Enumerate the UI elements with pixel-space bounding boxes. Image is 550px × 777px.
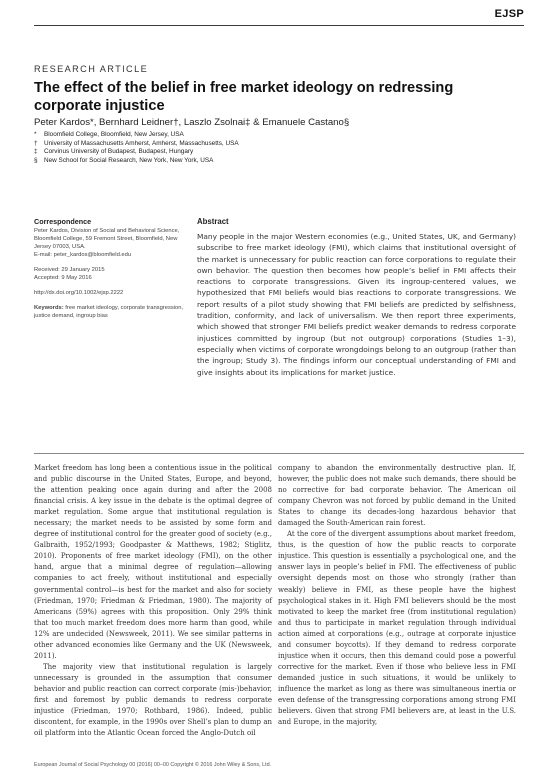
doi-link[interactable]: http://dx.doi.org/10.1002/ejsp.2222 bbox=[34, 290, 124, 296]
keywords-label: Keywords: bbox=[34, 305, 64, 311]
affiliation-mark: * bbox=[34, 131, 37, 138]
section-divider bbox=[34, 453, 524, 454]
affiliation-text: Corvinus University of Budapest, Budapest, Hungary bbox=[44, 148, 194, 156]
body-paragraph: company to abandon the environmentally destructive plan. If, however, the public does not make such demands, there should be no corrective for bad corporate behavior. The American oil company Chevron was not forced by public demand in the United States to change its decades-long hazardous behavior that damaged the South-American rain forest. bbox=[278, 464, 516, 528]
affiliation-item bbox=[34, 140, 239, 149]
affiliation-item bbox=[34, 157, 239, 166]
article-info-sidebar bbox=[34, 217, 184, 320]
body-paragraph: At the core of the divergent assumptions about market freedom, thus, is the question of how the public reacts to corporate injustice. This question is essentially a psychological one, and the answer lays in people’s belief in FMI. The effectiveness of public oversight depends most on those who strongly (rather than weakly) believe in FMI, as these people have the highest psychological stakes in it. High FMI believers should be the most motivated to keep the market free (from institutional regulation) and thus to participate in market regulation through individual action aimed at corporations (e.g., outrage at corporate injustice and consumer boycotts). If they demand to redress corporate injustice when it occurs, then this demand could pose a powerful corrective for the market. Even if those who believe less in FMI demanded justice in such situations, it would be unlikely to influence the market as long as there was simultaneous inertia or even defense of the transgressing corporations among strong FMI believers. Given that strong FMI believers are, at least in the U.S. and Europe, in the majority, bbox=[278, 530, 516, 727]
affiliation-text: New School for Social Research, New York, New York, USA bbox=[44, 156, 214, 164]
received-date: Received: 29 January 2015 bbox=[34, 267, 105, 273]
correspondence-address: Peter Kardos, Division of Social and Behavioral Science, Bloomfield College, 59 Fremont Street, Bloomfield, New Jersey 07003, USA. bbox=[34, 228, 180, 250]
keywords bbox=[34, 304, 184, 320]
affiliation-list bbox=[34, 131, 239, 165]
affiliation-mark: † bbox=[34, 139, 38, 147]
accepted-date: Accepted: 9 May 2016 bbox=[34, 275, 92, 281]
article-title: The effect of the belief in free market ideology on redressing corporate injustice bbox=[34, 80, 454, 114]
affiliation-mark: ‡ bbox=[34, 148, 38, 156]
affiliation-item bbox=[34, 131, 239, 140]
footer-citation: European Journal of Social Psychology 00 (2016) 00–00 Copyright © 2016 John Wiley & Sons, Ltd. bbox=[34, 762, 272, 768]
body-paragraph: Market freedom has long been a contentious issue in the political and public discourse in the United States, Europe, and beyond, the attention peaking once again during and after the 2008 financial crisis. A key issue in the debate is the optimal degree of market regulation. Some argue that institutional regulation is necessary; the market needs to be assisted by some form and degree of institutional control for the greater good of society (e.g., Galbraith, 1952/1993; Goodpaster & Matthews, 1982; Stiglitz, 2010). Proponents of free market ideology (FMI), on the other hand, argue that a minimal degree of regulation—allowing companies to act freely, without institutional and especially governmental control—is best for the market and also for society (Friedman, 1970; Friedman & Friedman, 1980). The majority of Americans (59%) agrees with this proposition. Only 29% think that too much market freedom does more harm than good, while 12% are undecided (Newsweek, 2011). We see similar patterns in other advanced economies like Germany and the UK (Newsweek, 2011). bbox=[34, 464, 272, 660]
affiliation-text: University of Massachusetts Amherst, Amherst, Massachusetts, USA bbox=[44, 139, 239, 147]
abstract-text: Many people in the major Western economies (e.g., United States, UK, and Germany) subscribe to free market ideology (FMI), which claims that institutional oversight of the market is unnecessary for public reaction can force corporations to regulate their own behavior. The question then becomes how people’s belief in FMI affects their reactions to corporate transgressions. Given its ingroup-centered values, we hypothesized that FMI beliefs would bias reactions to corporate transgressions. We report results of a pilot study showing that FMI beliefs are predicted by selfishness, tradition, conformity, and lack of universalism. We then report three experiments, which showed that stronger FMI beliefs predict weaker demands to redress corporate injustices committed by ingroup (but not outgroup) corporations (Studies 1–3), especially when victims of corporate wrongdoings belong to an outgroup (rather than the ingroup; Study 3). The findings inform our conceptual understanding of FMI and give insights about its implications for market justice. bbox=[197, 232, 516, 377]
section-label: RESEARCH ARTICLE bbox=[34, 64, 149, 74]
affiliation-mark: § bbox=[34, 156, 38, 164]
header-rule bbox=[34, 25, 524, 26]
journal-tag: EJSP bbox=[494, 8, 524, 20]
body-column-left bbox=[34, 463, 272, 739]
author-list: Peter Kardos*, Bernhard Leidner†, Laszlo Zsolnai‡ & Emanuele Castano§ bbox=[34, 117, 350, 128]
correspondence-heading: Correspondence bbox=[34, 217, 92, 226]
keywords-text: free market ideology, corporate transgression, justice demand, ingroup bias bbox=[34, 305, 184, 319]
correspondence-email[interactable]: E-mail: peter_kardos@bloomfield.edu bbox=[34, 252, 132, 258]
affiliation-item bbox=[34, 148, 239, 157]
affiliation-text: Bloomfield College, Bloomfield, New Jersey, USA bbox=[44, 131, 184, 138]
abstract-heading: Abstract bbox=[197, 217, 229, 226]
body-column-right bbox=[278, 463, 516, 728]
body-paragraph: The majority view that institutional regulation is largely unnecessary is grounded in the assumption that consumer behavior and public reaction can correct corporate (mis-)behavior, first and foremost by public demands to redress corporate injustice (Friedman, 1970; Rothbard, 1986). Indeed, public discontent, for example, in the 1990s over Shell’s plan to dump an oil platform into the Atlantic Ocean forced the Anglo-Dutch oil bbox=[34, 662, 272, 738]
